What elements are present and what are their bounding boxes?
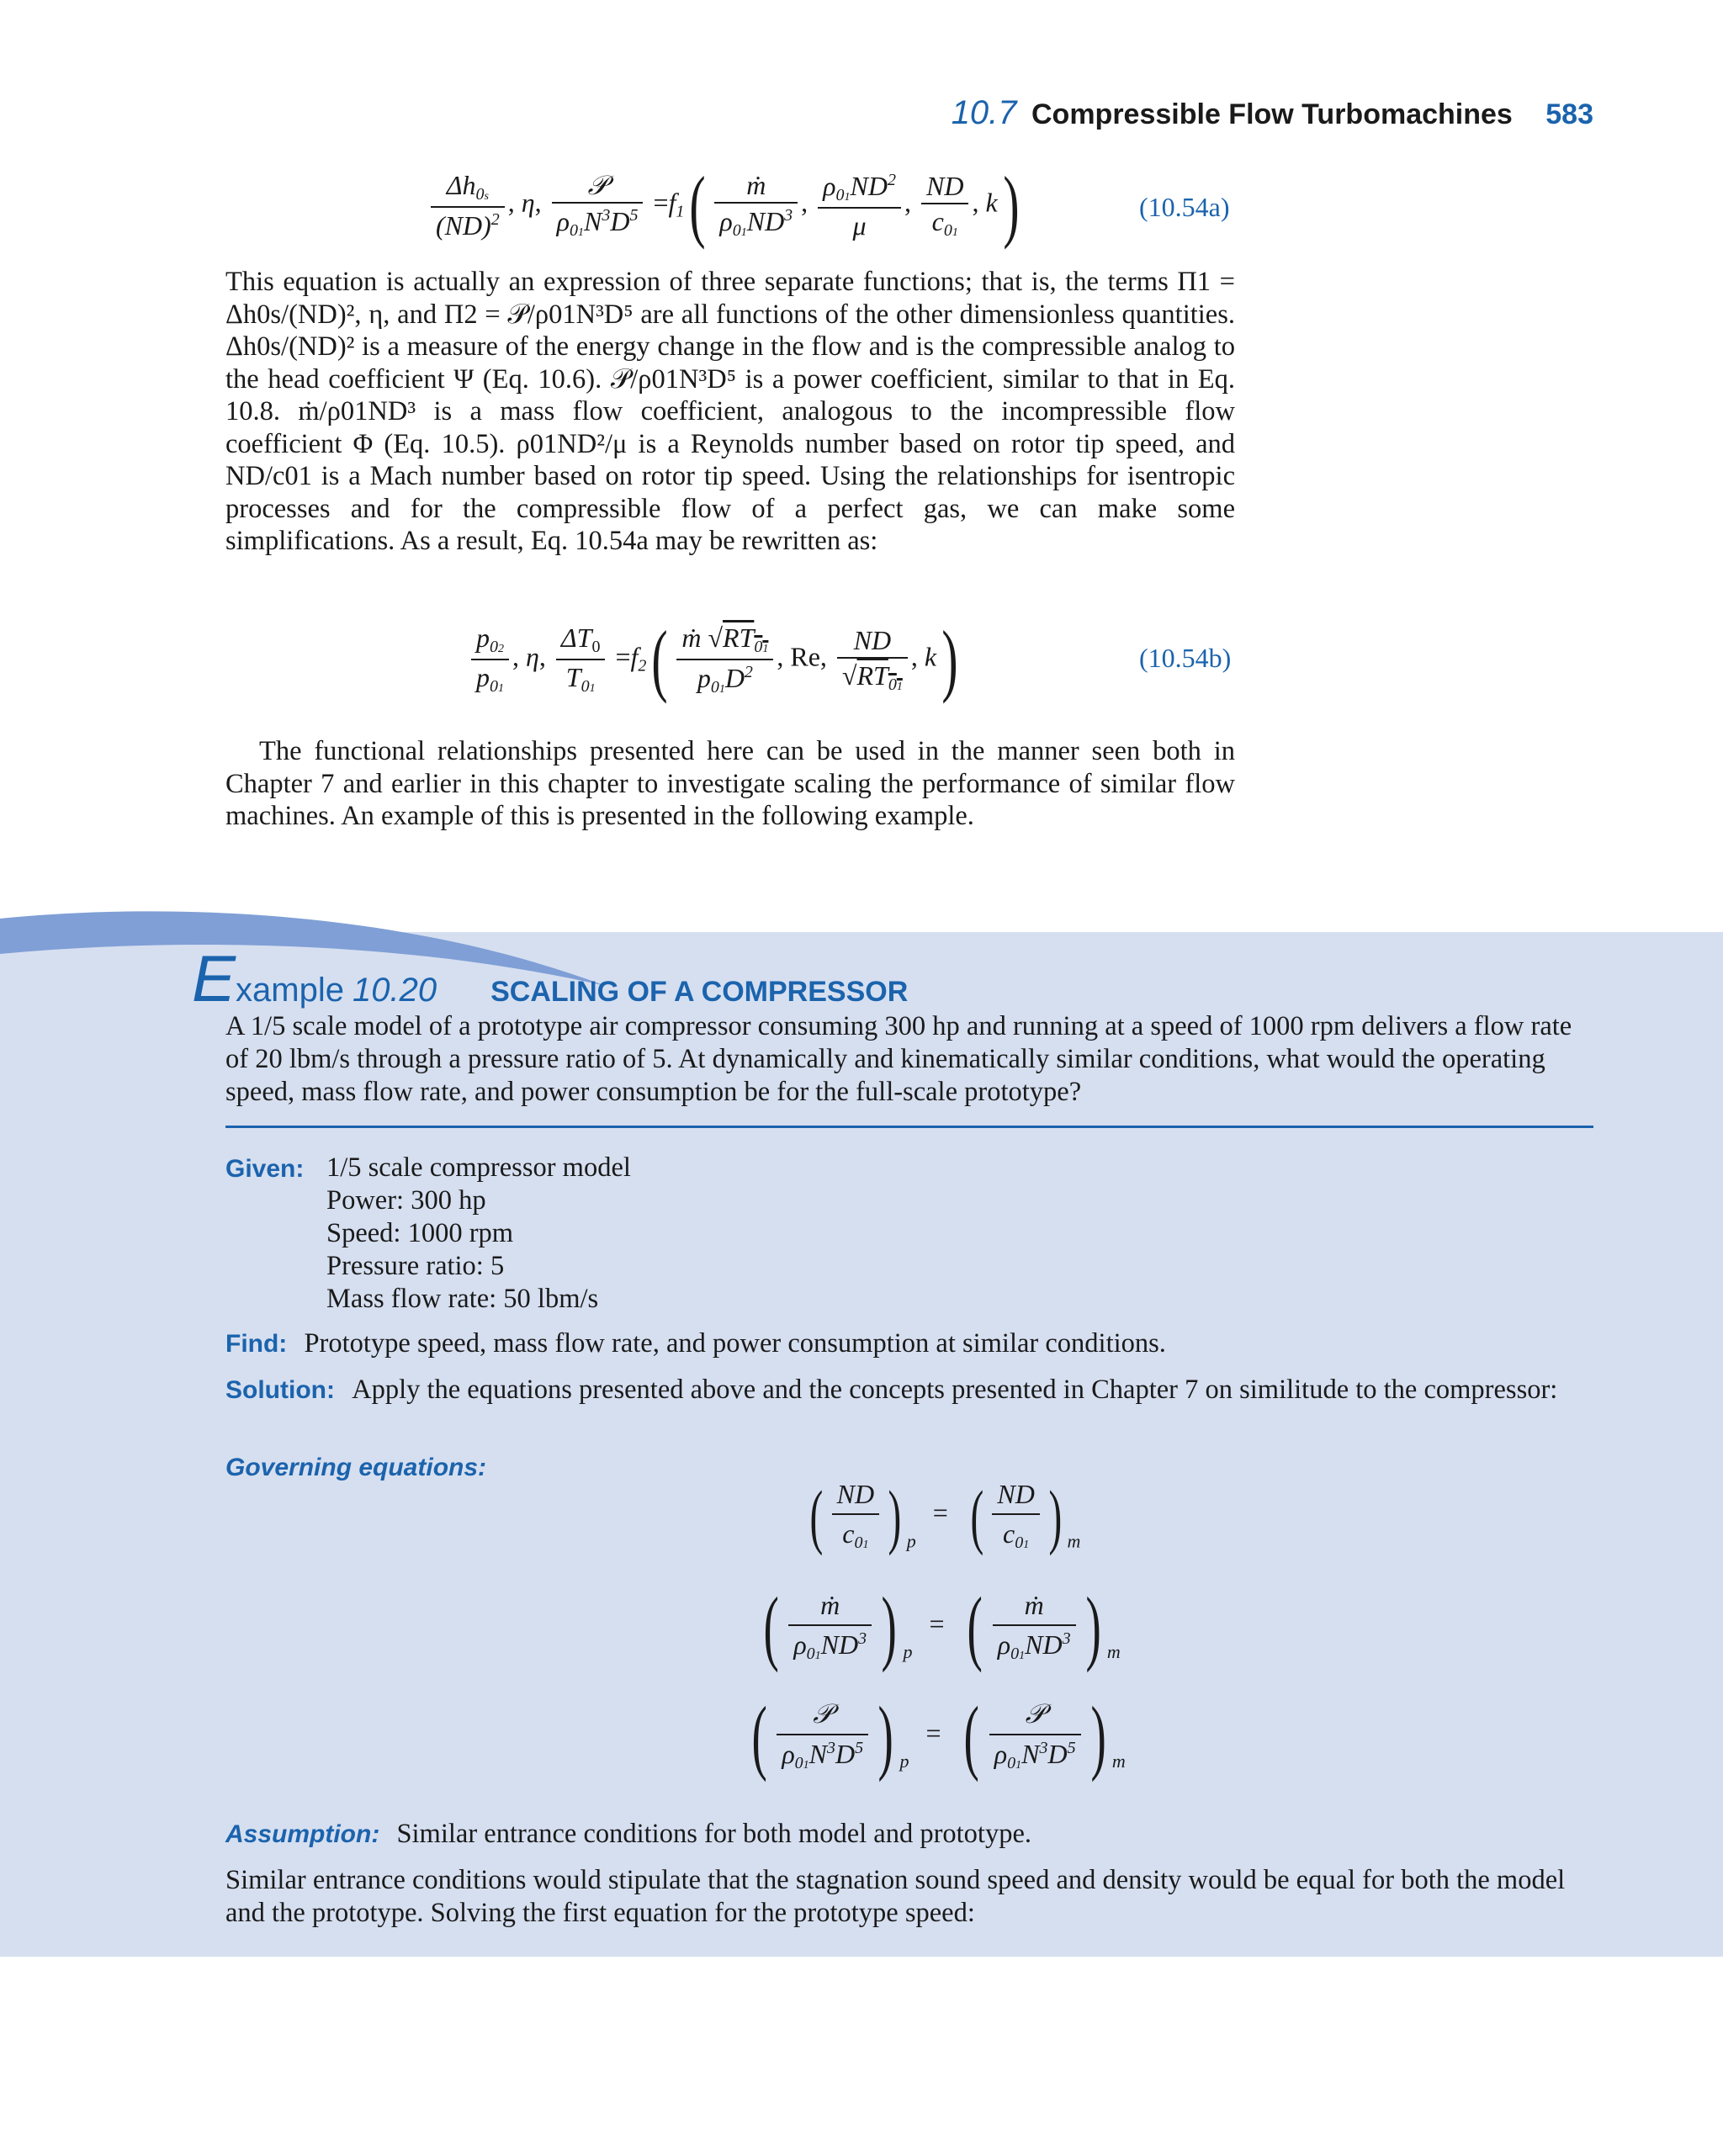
given-label: Given: — [225, 1155, 305, 1183]
governing-label: Governing equations: — [225, 1454, 487, 1481]
example-problem: A 1/5 scale model of a prototype air compressor consuming 300 hp and running at a speed of 1000 rpm delivers a flow rate of 20 lbm/s through a pressure ratio of 5. At dynamically and kinematically similar conditions, what would the operating speed, mass flow rate, and power consumption be for the full-scale prototype? — [225, 1011, 1572, 1107]
given-item: Speed: 1000 rpm — [326, 1218, 514, 1248]
given-item: 1/5 scale compressor model — [326, 1152, 631, 1183]
paragraph-text: The functional relationships presented here can be used in the manner seen both in Chapter 7 and earlier in this chapter to investigate scaling the performance of similar flow machines. An example of this is presented in the following example. — [225, 736, 1235, 831]
section-title: Compressible Flow Turbomachines — [1031, 98, 1513, 130]
given-list — [326, 1152, 631, 1316]
find-text: Prototype speed, mass flow rate, and power consumption at similar conditions. — [304, 1328, 1166, 1359]
closing-paragraph: Similar entrance conditions would stipulate that the stagnation sound speed and density would be equal for both the model and the prototype. Solving the first equation for the prototype speed: — [225, 1865, 1566, 1928]
similarity-equation-mach: ( $\frac{ND}{c_{01}}$ ) $_p$ = ( $\frac{ND}{c_{01}}$ ) $_m$ — [809, 1475, 1081, 1556]
given-item: Mass flow rate: 50 lbm/s — [326, 1284, 599, 1314]
assumption-text: Similar entrance conditions for both model and prototype. — [396, 1819, 1031, 1849]
equation-number-a: (10.54a) — [1139, 192, 1230, 222]
assumption-label: Assumption: — [225, 1820, 380, 1848]
running-header — [952, 94, 1593, 132]
example-title: SCALING OF A COMPRESSOR — [490, 976, 909, 1008]
similarity-equation-power: ( $\frac{\text{𝒫}}{\rho_{01}N^3D^5}$ ) $_p$ = ( $\frac{\text{𝒫}}{\rho_{01}N^3D^5}$ ) $_m$ — [751, 1689, 1126, 1783]
similarity-equation-flow: ( $\frac{\text{ṁ}}{\rho_{01}ND^3}$ ) $_p$ = ( $\frac{\text{ṁ}}{\rho_{01}ND^3}$ ) $_m$ — [763, 1580, 1121, 1673]
equation-10-54a: $\frac{\Delta h_{0s}}{(ND)^2}$ , η, $\frac{\text{𝒫}}{\rho_{01}N^3D^5}$ $=f_1$( $\frac{\text{ṁ}}{\rho_{01}ND^3}$ , $\frac{\rho_{01}ND^2}{\mu}$ , $\frac{ND}{c_{01}}$ , k) — [427, 165, 1025, 246]
body-paragraph-2 — [225, 735, 1235, 833]
solution-label: Solution: — [225, 1376, 335, 1404]
example-heading — [192, 940, 908, 1017]
solution-text: Apply the equations presented above and the concepts presented in Chapter 7 on similitude to the compressor: — [352, 1375, 1558, 1405]
paragraph-text: This equation is actually an expression of three separate functions; that is, the terms Π1 = Δh0s/(ND)², η, and Π2 = 𝒫/ρ01N³D⁵ are all functions of the other dimensionless quantities. Δh0s/(ND)² is a measure of the energy change in the flow and is the compressible analog to the head coefficient Ψ (Eq. 10.6). 𝒫/ρ01N³D⁵ is a power coefficient, similar to that in Eq. 10.8. ṁ/ρ01ND³ is a mass flow coefficient, analogous to the incompressible flow coefficient Φ (Eq. 10.5). ρ01ND²/μ is a Reynolds number based on rotor tip speed, and ND/c01 is a Mach number based on rotor tip speed. Using the relationships for isentropic processes and for the compressible flow of a perfect gas, we can make some simplifications. As a result, Eq. 10.54a may be rewritten as: — [225, 267, 1235, 556]
assumption-row — [225, 1818, 1593, 1851]
example-word: xample — [236, 972, 344, 1009]
equation-10-54b: $\frac{p_{02}}{p_{01}}$ , η, $\frac{\Delta T_0}{T_{01}}$ $=f_2$( $\frac{ṁ √RT_{01}}{p_{01}D^2}$ , Re, $\frac{ND}{√RT_{01}}$ , k) — [468, 619, 963, 700]
example-number: 10.20 — [352, 972, 437, 1009]
divider — [225, 1126, 1593, 1128]
example-initial: E — [192, 941, 236, 1015]
given-item: Pressure ratio: 5 — [326, 1251, 505, 1281]
page-number: 583 — [1545, 98, 1593, 130]
equation-number-b: (10.54b) — [1139, 643, 1232, 673]
find-label: Find: — [225, 1330, 288, 1358]
section-number: 10.7 — [951, 94, 1017, 131]
find-row — [225, 1327, 1593, 1360]
body-paragraph-1 — [225, 266, 1235, 558]
solution-row — [225, 1374, 1593, 1406]
given-item: Power: 300 hp — [326, 1185, 486, 1216]
